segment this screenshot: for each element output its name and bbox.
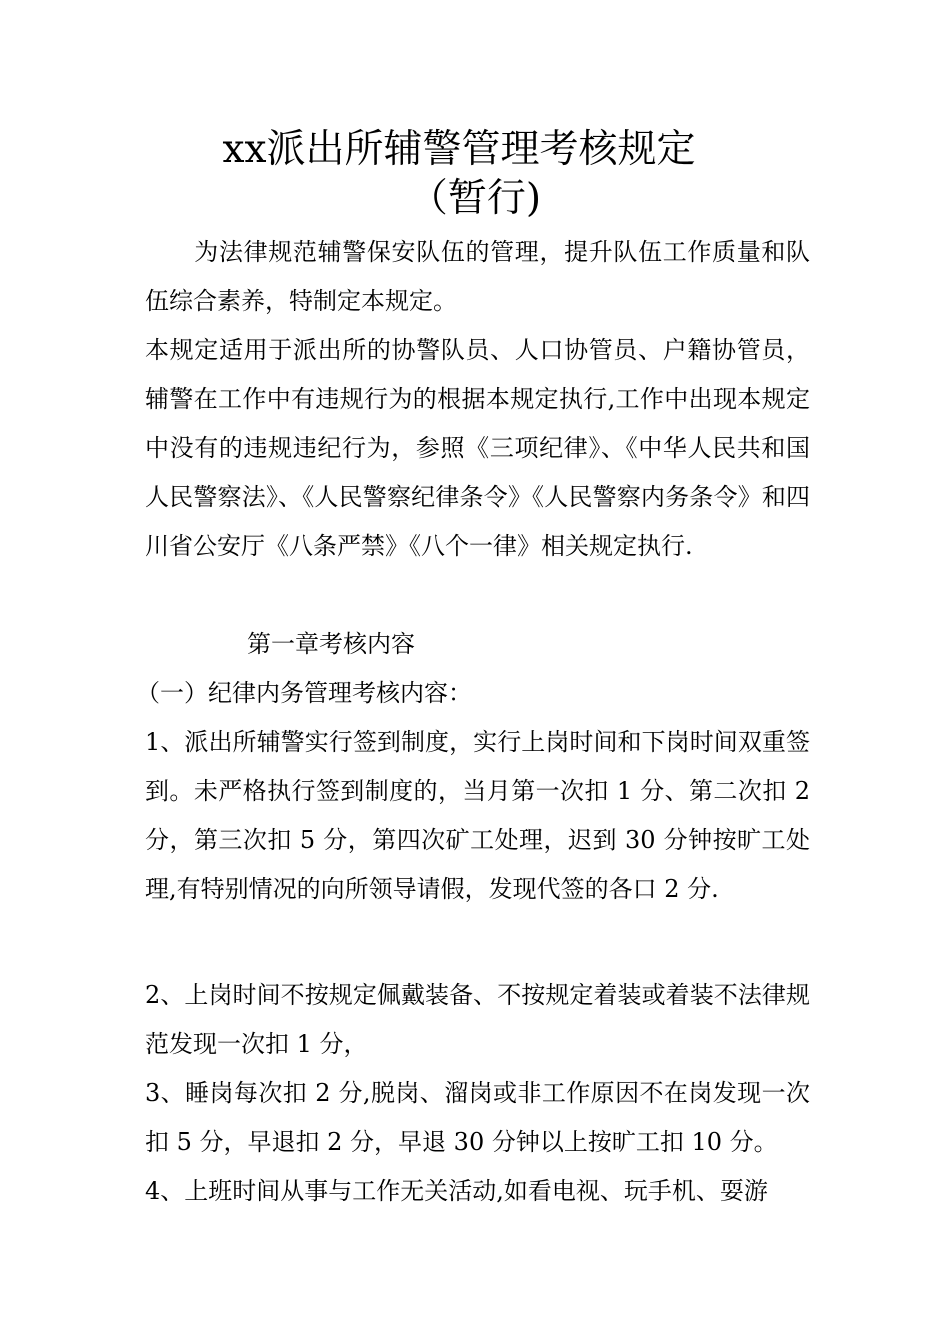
scope-paragraph: 本规定适用于派出所的协警队员、人口协管员、户籍协管员，辅警在工作中有违规行为的根据本规定执行,工作中出现本规定中没有的违规违纪行为，参照《三项纪律》、《中华人民共和国人民警察法》、《人民警察纪律条令》《人民警察内务条令》和四川省公安厅《八条严禁》《八个一律》相关规定执行.: [145, 336, 810, 560]
rule-item-1: 1、派出所辅警实行签到制度，实行上岗时间和下岗时间双重签到。未严格执行签到制度的，当月第一次扣 1 分、第二次扣 2 分，第三次扣 5 分，第四次矿工处理，迟到 30 分钟按旷工处理,有特别情况的向所领导请假，发现代签的各口 2 分.: [145, 728, 810, 903]
rule-item-4: 4、上班时间从事与工作无关活动,如看电视、玩手机、耍游: [145, 1177, 768, 1205]
chapter-heading: 第一章考核内容: [247, 630, 415, 658]
rule-item-3: 3、睡岗每次扣 2 分,脱岗、溜岗或非工作原因不在岗发现一次扣 5 分，早退扣 2 分，早退 30 分钟以上按旷工扣 10 分。: [145, 1079, 810, 1156]
document-subtitle: （暂行): [408, 176, 542, 221]
document-title: xx派出所辅警管理考核规定: [222, 127, 696, 172]
intro-paragraph: 为法律规范辅警保安队伍的管理，提升队伍工作质量和队伍综合素养，特制定本规定。: [145, 238, 810, 315]
section-heading: （一）纪律内务管理考核内容：: [136, 679, 472, 707]
rule-item-2: 2、上岗时间不按规定佩戴装备、不按规定着装或着装不法律规范发现一次扣 1 分，: [145, 981, 810, 1058]
